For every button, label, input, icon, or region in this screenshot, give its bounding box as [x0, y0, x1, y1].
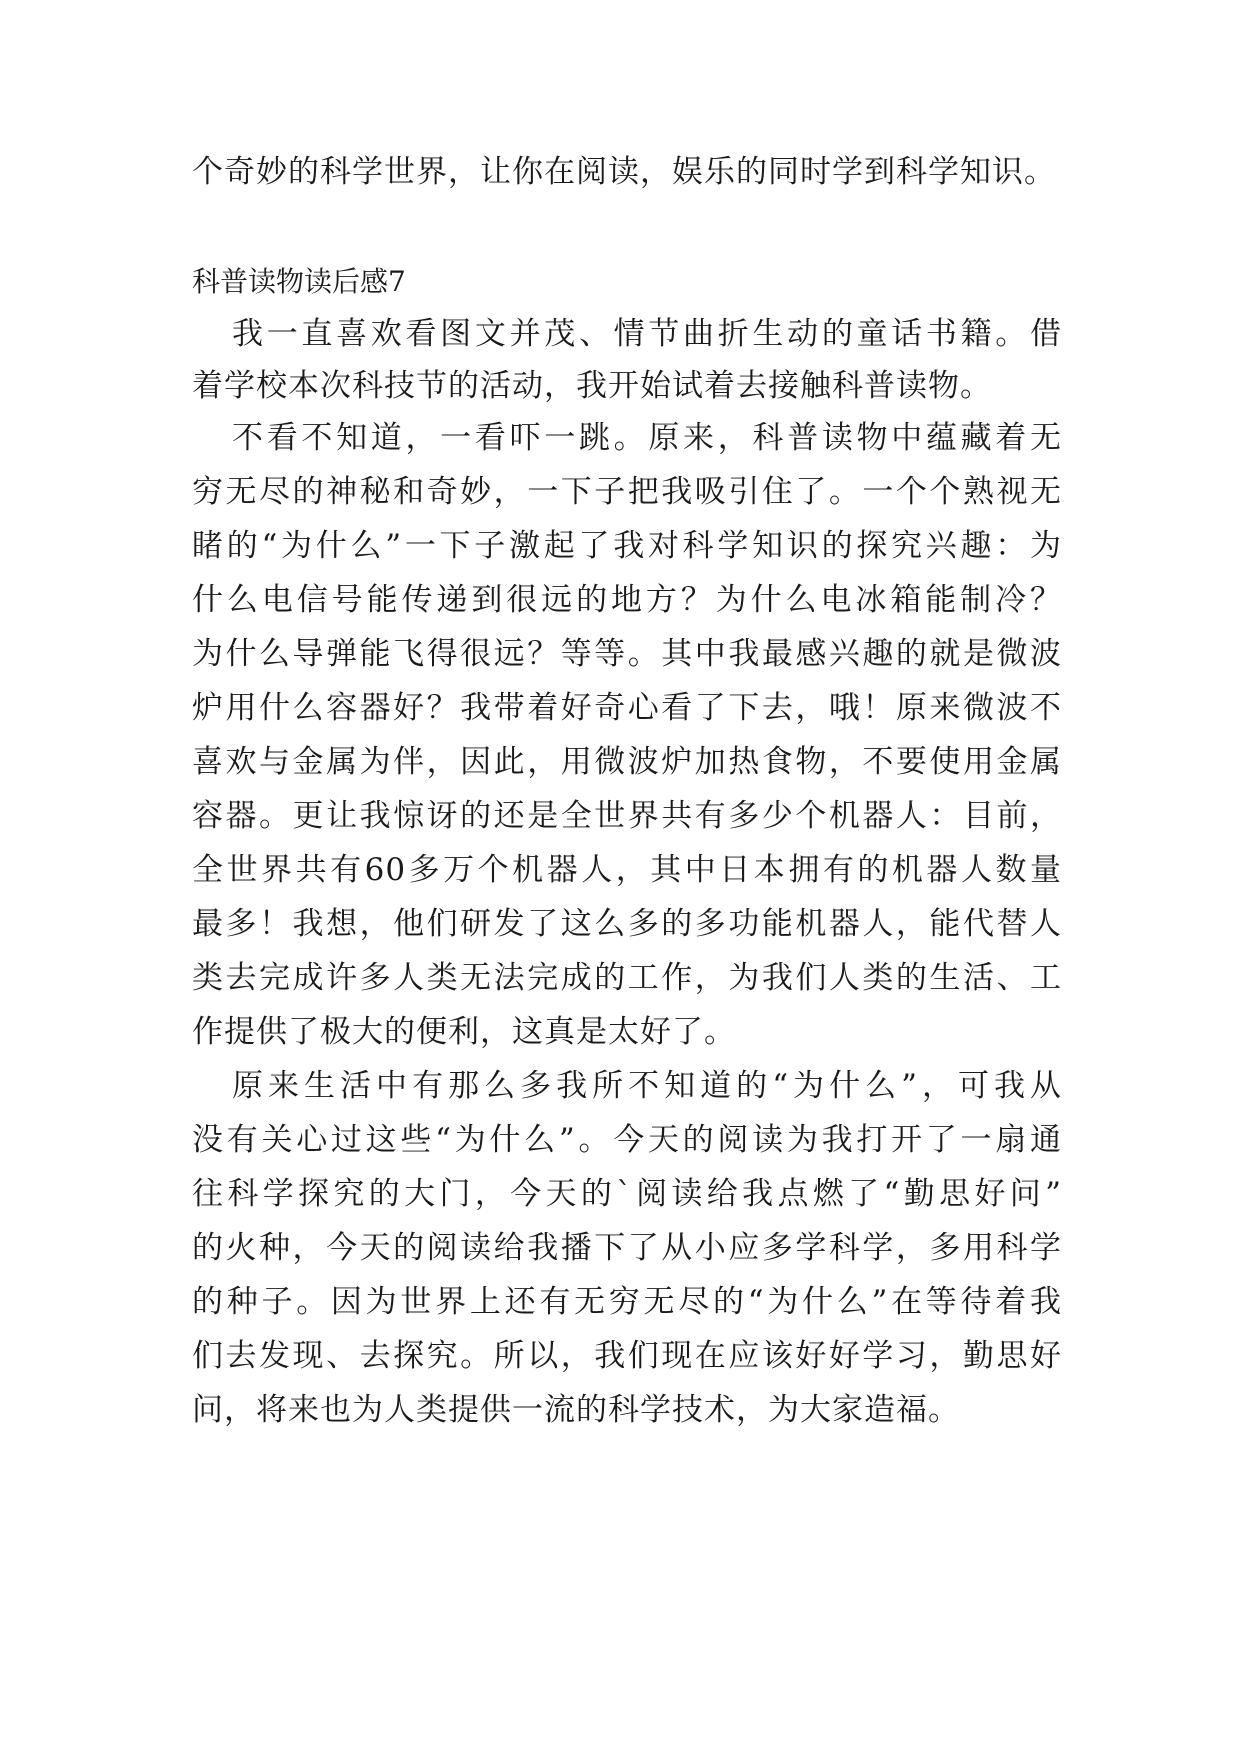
paragraph-3-line-3: 往科学探究的大门，今天的`阅读给我点燃了“勤思好问”	[192, 1176, 1062, 1212]
continuation-line: 个奇妙的科学世界，让你在阅读，娱乐的同时学到科学知识。	[192, 154, 1056, 190]
paragraph-1-line-1: 我一直喜欢看图文并茂、情节曲折生动的童话书籍。借	[232, 316, 1062, 352]
paragraph-2-line-10: 最多！我想，他们研发了这么多的多功能机器人，能代替人	[192, 906, 1062, 942]
paragraph-2-line-9: 全世界共有60多万个机器人，其中日本拥有的机器人数量	[192, 852, 1062, 888]
paragraph-2-line-5: 为什么导弹能飞得很远？等等。其中我最感兴趣的就是微波	[192, 636, 1062, 672]
paragraph-2-line-11: 类去完成许多人类无法完成的工作，为我们人类的生活、工	[192, 960, 1062, 996]
paragraph-2-line-2: 穷无尽的神秘和奇妙，一下子把我吸引住了。一个个熟视无	[192, 474, 1062, 510]
section-title: 科普读物读后感7	[192, 265, 406, 298]
paragraph-2-line-4: 什么电信号能传递到很远的地方？为什么电冰箱能制冷？	[192, 582, 1062, 618]
paragraph-2-line-8: 容器。更让我惊讶的还是全世界共有多少个机器人：目前，	[192, 798, 1062, 834]
paragraph-2-line-6: 炉用什么容器好？我带着好奇心看了下去，哦！原来微波不	[192, 690, 1062, 726]
paragraph-2-line-7: 喜欢与金属为伴，因此，用微波炉加热食物，不要使用金属	[192, 744, 1062, 780]
paragraph-3-line-5: 的种子。因为世界上还有无穷无尽的“为什么”在等待着我	[192, 1284, 1062, 1320]
paragraph-3-line-4: 的火种，今天的阅读给我播下了从小应多学科学，多用科学	[192, 1230, 1062, 1266]
paragraph-2-line-3: 睹的“为什么”一下子激起了我对科学知识的探究兴趣：为	[192, 528, 1062, 564]
paragraph-3-line-7: 问，将来也为人类提供一流的科学技术，为大家造福。	[192, 1392, 960, 1428]
paragraph-1-line-2: 着学校本次科技节的活动，我开始试着去接触科普读物。	[192, 368, 992, 404]
paragraph-2-line-12: 作提供了极大的便利，这真是太好了。	[192, 1014, 736, 1050]
paragraph-2-line-1: 不看不知道，一看吓一跳。原来，科普读物中蕴藏着无	[232, 420, 1062, 456]
paragraph-3-line-2: 没有关心过这些“为什么”。今天的阅读为我打开了一扇通	[192, 1122, 1062, 1158]
paragraph-3-line-1: 原来生活中有那么多我所不知道的“为什么”，可我从	[232, 1068, 1062, 1104]
paragraph-3-line-6: 们去发现、去探究。所以，我们现在应该好好学习，勤思好	[192, 1338, 1062, 1374]
